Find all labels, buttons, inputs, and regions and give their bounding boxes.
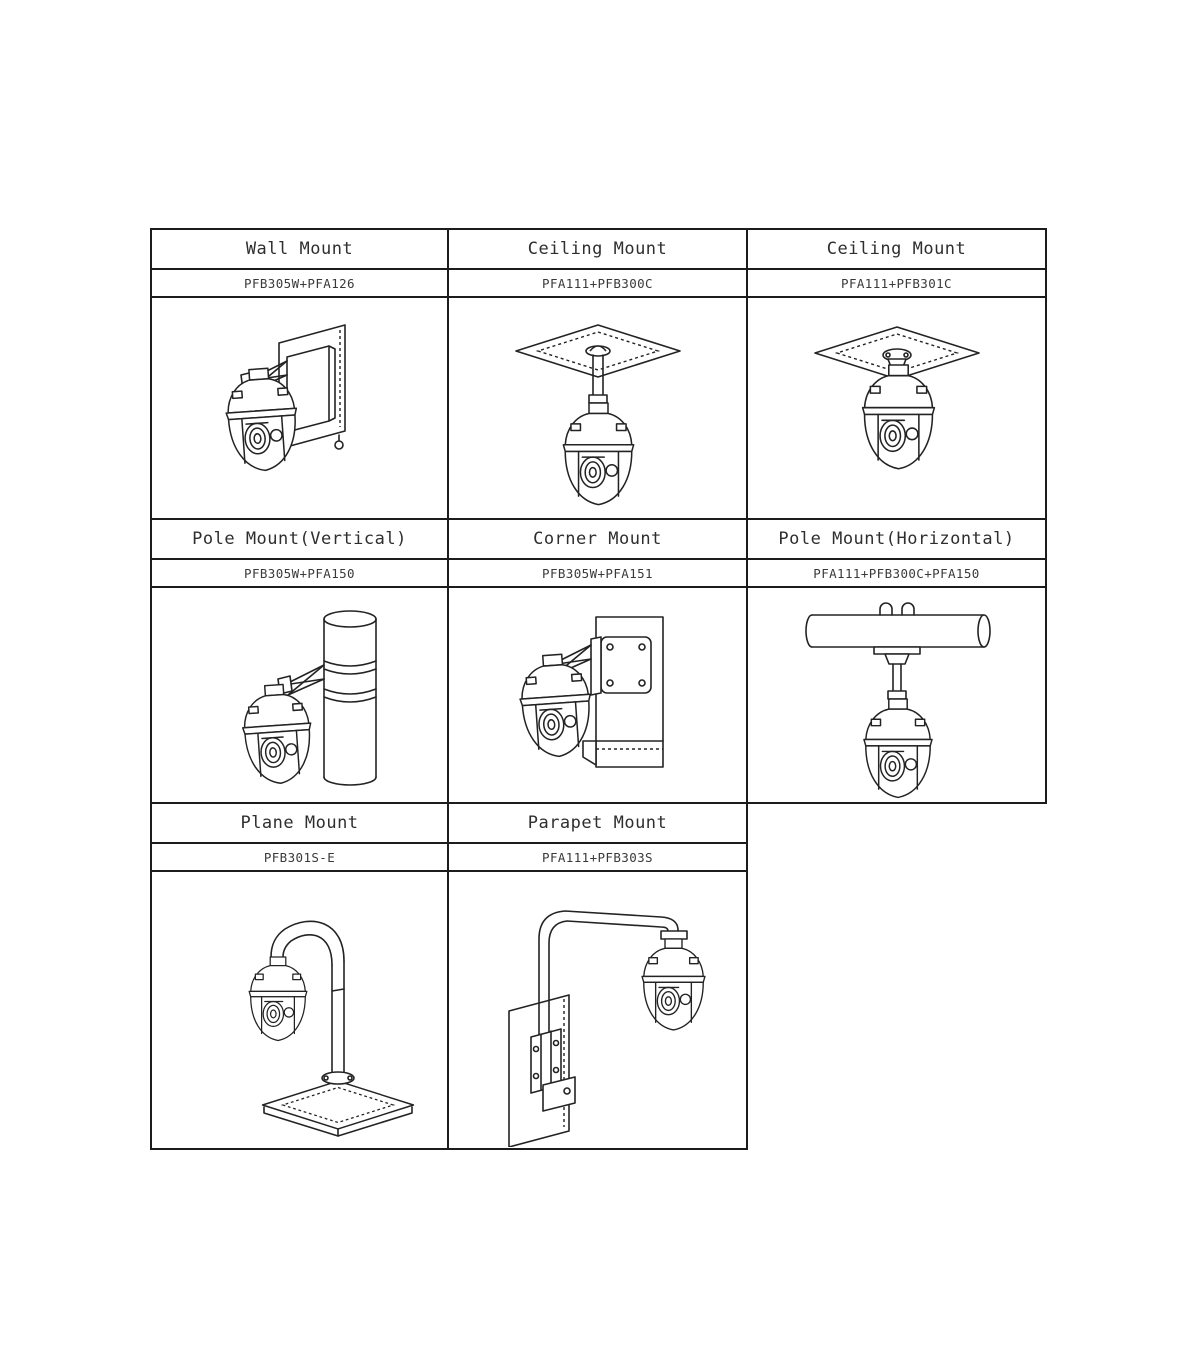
- mount-illustration-area: [748, 588, 1045, 802]
- cell-pole-mount-vertical: [150, 520, 449, 804]
- table-row: [150, 804, 1047, 1150]
- mount-title: Ceiling Mount: [449, 230, 746, 270]
- parapet-mount-illustration: [451, 873, 744, 1147]
- corner-mount-illustration: [451, 589, 744, 801]
- mount-title: Pole Mount(Vertical): [152, 520, 447, 560]
- mount-model-code: PFB305W+PFA151: [449, 560, 746, 588]
- mount-model-code: PFA111+PFB303S: [449, 844, 746, 872]
- mount-title: Ceiling Mount: [748, 230, 1045, 270]
- cell-pole-mount-horizontal: [748, 520, 1047, 804]
- mount-illustration-area: [449, 588, 746, 802]
- mount-model-code: PFB301S-E: [152, 844, 447, 872]
- table-row: [150, 520, 1047, 804]
- mount-model-code: PFA111+PFB300C+PFA150: [748, 560, 1045, 588]
- mount-title: Corner Mount: [449, 520, 746, 560]
- table-row: [150, 228, 1047, 520]
- mount-model-code: PFA111+PFB300C: [449, 270, 746, 298]
- mount-options-table: [150, 228, 1047, 1150]
- mount-title: Plane Mount: [152, 804, 447, 844]
- mount-model-code: PFA111+PFB301C: [748, 270, 1045, 298]
- mount-illustration-area: [152, 298, 447, 518]
- mount-model-code: PFB305W+PFA126: [152, 270, 447, 298]
- plane-mount-illustration: [153, 873, 446, 1147]
- mount-title: Pole Mount(Horizontal): [748, 520, 1045, 560]
- mount-title: Wall Mount: [152, 230, 447, 270]
- cell-wall-mount: [150, 228, 449, 520]
- pole-mount-horizontal-illustration: [750, 589, 1043, 801]
- pole-mount-vertical-illustration: [153, 589, 446, 801]
- cell-parapet-mount: [449, 804, 748, 1150]
- mount-illustration-area: [449, 872, 746, 1148]
- mount-illustration-area: [152, 872, 447, 1148]
- cell-corner-mount: [449, 520, 748, 804]
- mount-illustration-area: [449, 298, 746, 518]
- mount-model-code: PFB305W+PFA150: [152, 560, 447, 588]
- mount-title: Parapet Mount: [449, 804, 746, 844]
- ceiling-mount-short-illustration: [750, 299, 1043, 517]
- ceiling-mount-long-illustration: [451, 299, 744, 517]
- mount-illustration-area: [152, 588, 447, 802]
- wall-mount-illustration: [153, 299, 446, 517]
- mount-illustration-area: [748, 298, 1045, 518]
- cell-plane-mount: [150, 804, 449, 1150]
- cell-ceiling-mount-long: [449, 228, 748, 520]
- cell-ceiling-mount-short: [748, 228, 1047, 520]
